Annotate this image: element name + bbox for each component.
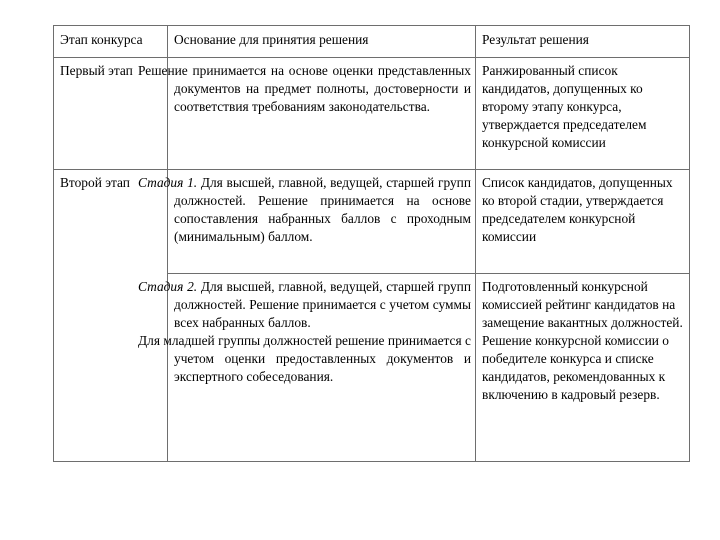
stage1-basis-text: Для высшей, главной, ведущей, старшей групп должностей. Решение принимается на основе сопоставления набранных баллов с проходным (минимальным) баллом. xyxy=(174,175,471,244)
stage1-basis-para xyxy=(138,174,471,246)
stage1-result-text: Список кандидатов, допущенных ко второй стадии, утверждается председателем конкурсной комиссии xyxy=(482,175,673,244)
stage2-result-text: Подготовленный конкурсной комиссией рейтинг кандидатов на замещение вакантных должностей. Решение конкурсной комиссии о победителе конкурса и списке кандидатов, рекомендованных к включению в кадровый резерв. xyxy=(482,279,683,402)
first-stage-basis-text: Решение принимается на основе оценки представленных документов на предмет полноты, достоверности и соответствия требованиям законодательства. xyxy=(138,63,471,114)
table-row-first-stage xyxy=(54,58,690,170)
stage1-label: Стадия 1. xyxy=(138,175,198,190)
stage2-basis-text: Для высшей, главной, ведущей, старшей групп должностей. Решение принимается с учетом суммы всех набранных баллов. xyxy=(174,279,471,330)
table-row-second-stage-1 xyxy=(54,170,690,274)
header-result: Результат решения xyxy=(476,26,690,58)
first-stage-result xyxy=(476,58,690,170)
first-stage-label: Первый этап xyxy=(54,58,168,170)
second-stage-label: Второй этап xyxy=(54,170,168,462)
stage2-label: Стадия 2. xyxy=(138,279,198,294)
stage1-basis xyxy=(138,170,476,274)
stage1-result xyxy=(476,170,690,274)
header-basis: Основание для принятия решения xyxy=(168,26,476,58)
stage2-junior-text: Для младшей группы должностей решение принимается с учетом оценки предоставленных документов и экспертного собеседования. xyxy=(138,333,471,384)
header-stage: Этап конкурса xyxy=(54,26,168,58)
contest-stages-table xyxy=(53,25,690,462)
stage2-basis xyxy=(138,274,476,462)
first-stage-basis xyxy=(138,58,476,170)
first-stage-result-text: Ранжированный список кандидатов, допущенных ко второму этапу конкурса, утверждается председателем конкурсной комиссии xyxy=(482,63,647,150)
header-row xyxy=(54,26,690,58)
stage2-result xyxy=(476,274,690,462)
stage2-basis-para xyxy=(138,278,471,332)
